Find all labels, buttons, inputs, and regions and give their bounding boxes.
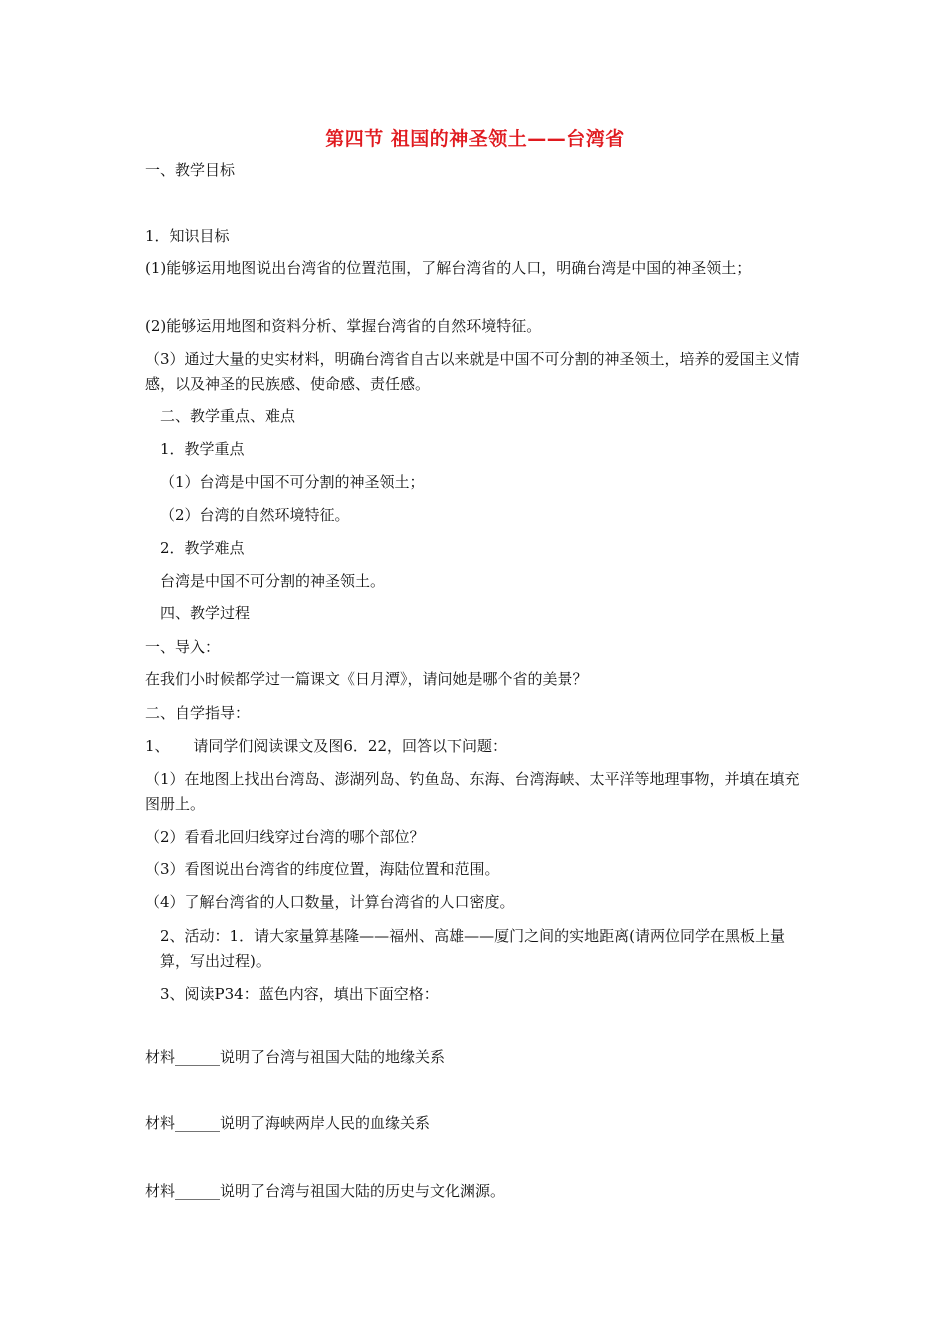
- question-2: （2）看看北回归线穿过台湾的哪个部位？: [145, 828, 425, 846]
- goal-item-2: (2)能够运用地图和资料分析、掌握台湾省的自然环境特征。: [145, 317, 542, 335]
- section-teaching-goals: 一、教学目标: [145, 161, 236, 179]
- section-process: 四、教学过程: [160, 604, 251, 622]
- intro-question: 在我们小时候都学过一篇课文《日月潭》，请问她是哪个省的美景？: [145, 670, 588, 688]
- material-blank-2: 材料______说明了海峡两岸人民的血缘关系: [145, 1114, 431, 1132]
- self-study-task-1: 1、 请同学们阅读课文及图6．22，回答以下问题：: [145, 737, 508, 755]
- difficulty-item: 台湾是中国不可分割的神圣领土。: [160, 572, 386, 590]
- question-1: （1）在地图上找出台湾岛、澎湖列岛、钓鱼岛、东海、台湾海峡、太平洋等地理事物，并填在填充图册上。: [145, 770, 800, 813]
- self-study-heading: 二、自学指导：: [145, 704, 251, 722]
- key-points-heading: 1．教学重点: [160, 440, 245, 458]
- goal-item-3: （3）通过大量的史实材料，明确台湾省自古以来就是中国不可分割的神圣领土，培养的爱国主义情感，以及神圣的民族感、使命感、责任感。: [145, 350, 800, 393]
- knowledge-goals-heading: 1．知识目标: [145, 227, 230, 245]
- document-title: 第四节 祖国的神圣领土——台湾省: [325, 128, 625, 150]
- section-key-points: 二、教学重点、难点: [160, 407, 296, 425]
- material-blank-1: 材料______说明了台湾与祖国大陆的地缘关系: [145, 1048, 446, 1066]
- key-point-1: （1）台湾是中国不可分割的神圣领土；: [160, 473, 425, 491]
- reading-task: 3、阅读P34：蓝色内容，填出下面空格：: [160, 985, 439, 1003]
- key-point-2: （2）台湾的自然环境特征。: [160, 506, 350, 524]
- activity-item: 2、活动：1．请大家量算基隆——福州、高雄——厦门之间的实地距离(请两位同学在黑板上量算，写出过程)。: [160, 927, 785, 970]
- material-blank-3: 材料______说明了台湾与祖国大陆的历史与文化渊源。: [145, 1182, 506, 1200]
- question-4: （4）了解台湾省的人口数量，计算台湾省的人口密度。: [145, 893, 515, 911]
- intro-heading: 一、导入：: [145, 638, 221, 656]
- goal-item-1: (1)能够运用地图说出台湾省的位置范围，了解台湾省的人口，明确台湾是中国的神圣领土；: [145, 259, 752, 277]
- difficulty-heading: 2．教学难点: [160, 539, 245, 557]
- question-3: （3）看图说出台湾省的纬度位置，海陆位置和范围。: [145, 860, 500, 878]
